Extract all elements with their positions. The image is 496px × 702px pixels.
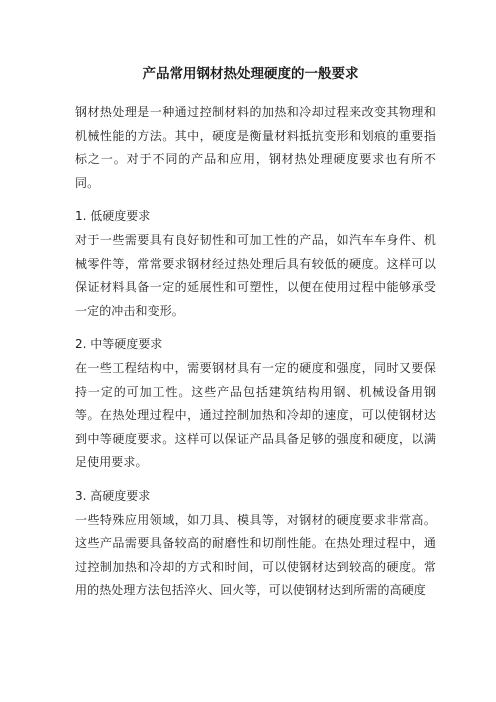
section-body: 一些特殊应用领域，如刀具、模具等，对钢材的硬度要求非常高。这些产品需要具备较高的耐磨性和切削性能。在热处理过程中，通过控制加热和冷却的方式和时间，可以使钢材达到较高的硬度。常用的热处理方法包括淬火、回火等，可以使钢材达到所需的高硬度 xyxy=(75,512,436,598)
section-body: 对于一些需要具有良好韧性和可加工性的产品，如汽车车身件、机械零件等，常常要求钢材经过热处理后具有较低的硬度。这样可以保证材料具备一定的延展性和可塑性，以便在使用过程中能够承受一定的冲击和变形。 xyxy=(75,232,436,318)
document-title: 产品常用钢材热处理硬度的一般要求 xyxy=(142,66,359,82)
intro-paragraph: 钢材热处理是一种通过控制材料的加热和冷却过程来改变其物理和机械性能的方法。其中，硬度是衡量材料抵抗变形和划痕的重要指标之一。对于不同的产品和应用，钢材热处理硬度要求也有所不同。 xyxy=(75,105,436,190)
section-heading: 3. 高硬度要求 xyxy=(75,488,151,503)
section-heading: 2. 中等硬度要求 xyxy=(75,337,163,352)
section-low-hardness xyxy=(75,205,436,323)
section-high-hardness xyxy=(75,485,436,603)
section-body: 在一些工程结构中，需要钢材具有一定的硬度和强度，同时又要保持一定的可加工性。这些产品包括建筑结构用钢、机械设备用钢等。在热处理过程中，通过控制加热和冷却的速度，可以使钢材达到中等硬度要求。这样可以保证产品具备足够的强度和硬度，以满足使用要求。 xyxy=(75,360,436,470)
section-medium-hardness xyxy=(75,333,436,475)
section-heading: 1. 低硬度要求 xyxy=(75,209,151,224)
